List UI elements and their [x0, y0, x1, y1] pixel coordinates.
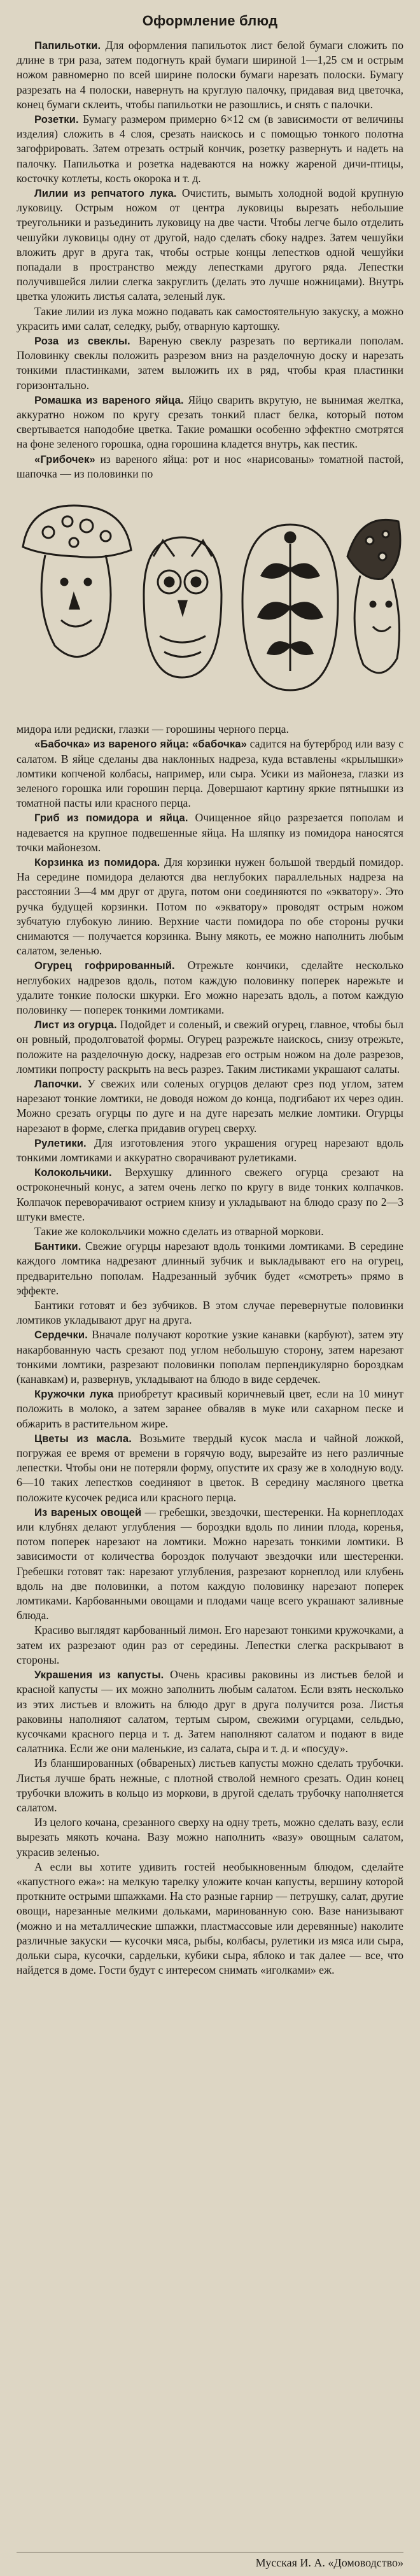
article-paragraph: [17, 1756, 403, 1815]
article-paragraph: [17, 1077, 403, 1136]
article-paragraph: [17, 1860, 403, 1978]
paragraph-heading: Сердечки.: [34, 1329, 88, 1341]
paragraph-text: Очистить, вымыть холодной водой крупную луковицу. Острым ножом от центра луковицы вырезать небольшие треугольники и разъединить луковицу на две части. Чтобы легче было отделить чешуйки луковицы одну от другой, надо сделать сбоку надрез. Затем чешуйки вложить друг в друга так, чтобы острые концы лепестков одной чешуйки попадали в пространство между лепестками другого ряда. Лепестки получившейся лилии слегка закруглить (делать это лучше ножницами). Внутрь цветка уложить листья салата, зеленый лук.: [17, 187, 403, 303]
article-paragraph: [17, 1431, 403, 1505]
article-paragraph: [17, 1505, 403, 1624]
paragraph-heading: Лист из огурца.: [34, 1019, 117, 1031]
article-paragraph: [17, 810, 403, 855]
paragraph-heading: Украшения из капусты.: [34, 1669, 164, 1681]
paragraph-heading: «Бабочка» из вареного яйца: «бабочка»: [34, 738, 247, 751]
paragraph-heading: Лапочки.: [34, 1077, 82, 1090]
paragraph-heading: Рулетики.: [34, 1136, 87, 1149]
article-title: Оформление блюд: [142, 13, 278, 29]
article-paragraph: [17, 1136, 403, 1165]
article-paragraph: [17, 1017, 403, 1077]
paragraph-text: Красиво выглядят карбованный лимон. Его нарезают тонкими кружочками, а затем их разрезают один раз от середины. Лепестки слегка раскрывают в стороны.: [17, 1624, 403, 1666]
paragraph-text: Из бланшированных (обвареных) листьев капусты можно сделать трубочки. Листья лучше брать нежные, с плотной стволой немного срезать. Один конец трубочки вложить в кольцо из моркови, в другой сделать трубочку наполняется салатом.: [17, 1757, 403, 1814]
paragraph-text: Для изготовления этого украшения огурец нарезают вдоль тонкими ломтиками и аккуратно сворачивают рулетиками.: [17, 1136, 403, 1164]
paragraph-heading: Из вареных овощей: [34, 1506, 142, 1518]
paragraph-text: Из целого кочана, срезанного сверху на одну треть, можно сделать вазу, если вырезать мякоть кочана. Вазу можно наполнить «вазу» овощным салатом, украсив зеленью.: [17, 1816, 403, 1858]
paragraph-text: Вначале получают короткие узкие канавки (карбуют), затем эту накарбованную часть срезают под углом небольшую сторону, затем нарезают тонкими ломтики, разрезают половинки пополам перпендикулярно бороздкам (канавкам) и, развернув, укладывают на блюдо в виде сердечек.: [17, 1328, 403, 1386]
paragraph-text: Бумагу размером примерно 6×12 см (в зависимости от величины изделия) сложить в 4 слоя, срезать наискось и с помощью тонкого полотна загофрировать. Затем отрезать острый кончик, розетку развернуть и надеть на палочку. Папильотка и розетка надеваются на ножку жареной дичи-птицы, косточку котлеты, кость окорока и т. д.: [17, 113, 404, 185]
article-signature: Мусская И. А. «Домоводство»: [17, 2552, 403, 2570]
paragraph-text: Очищенное яйцо разрезается пополам и надевается на крупное подвешенные яйца. На шляпку из помидора наносятся точки майонезом.: [17, 811, 403, 854]
article-paragraph: [17, 1239, 403, 1298]
garnish-illustration: [17, 486, 403, 716]
egg-owl-figure: [144, 537, 221, 677]
paragraph-heading: Папильотки.: [34, 39, 101, 52]
paragraph-text: Такие же колокольчики можно сделать из отварной моркови.: [34, 1225, 324, 1238]
article-paragraph: [17, 1387, 403, 1431]
paragraph-text: Яйцо сварить вкрутую, не вынимая желтка, аккуратно ножом по кругу срезать тонкий пласт белка, который потом свертывается наподобие цветка. Такие ромашки особенно эффектно смотрятся на фоне зеленого горошка, одна горошина кладется внутрь, как пестик.: [17, 393, 403, 451]
paragraph-text: — гребешки, звездочки, шестеренки. На корнеплодах или клубнях делают углубления — бороздки вдоль по линии плода, коренья, потом поперек нарезают на ломтики. Можно нарезать тонкими ломтики. В зависимости от количества бороздок получают звездочки или шестеренки. Гребешки готовят так: нарезают углубления, разрезают корнеплод или клубень вдоль на две половинки, а потом каждую половинку нарезают поперек ломтиками. Карбованными овощами и плодами чаще всего украшают заливные блюда.: [17, 1505, 404, 1622]
garnish-illustration-svg: [17, 486, 403, 716]
article-paragraph: [17, 1298, 403, 1327]
paragraph-heading: Роза из свеклы.: [34, 335, 130, 348]
paragraph-text: Для корзинки нужен большой твердый помидор. На середине помидора делаются два неглубоких параллельных надреза на расстоянии 3—4 мм друг от друга, потом они соединяются по «экватору». Это ручка будущей корзинки. Потом по «экватору» проводят острым ножом зубчатую глубокую линию. Верхние части помидора по обе стороны ручки снимаются — получается корзинка. Выну мякоть, ее можно наполнить любым салатом, зеленью.: [17, 855, 403, 958]
paragraph-heading: Цветы из масла.: [34, 1432, 132, 1445]
article-paragraph: [17, 452, 403, 481]
article-paragraph: [17, 1667, 403, 1756]
article-paragraph: [17, 38, 403, 112]
paragraph-text: Вареную свеклу разрезать по вертикали пополам. Половинку свеклы положить разрезом вниз на разделочную доску и нарезать тонкими пластинками, затем выложить их в ряд, чтобы края пластинки горизонтально.: [17, 334, 404, 392]
article-body: [17, 38, 403, 481]
paragraph-heading: Кружочки лука: [34, 1388, 114, 1401]
paragraph-text: Отрежьте кончики, сделайте несколько неглубоких надрезов вдоль, потом каждую половинку поперек нарежьте и удалите тонкие полоски шкурки. Его можно нарезать вдоль, а потом каждую половинку — поперек тонкими ломтиками.: [17, 959, 403, 1016]
paragraph-text: Подойдет и соленый, и свежий огурец, главное, чтобы был он ровный, продолговатой формы. Огурец разрежьте наискось, снизу отрежьте, положите на разделочную доску, надрезав его острым ножом на доле разрезов, ломтики попросту раскрыть на весь разрез. Таким листиками украшают салаты.: [17, 1018, 403, 1075]
article-paragraph: [17, 855, 403, 958]
article-paragraph: [17, 1327, 403, 1387]
paragraph-text: из вареного яйца: рот и нос «нарисованы» томатной пастой, шапочка — из половинки по: [17, 452, 403, 480]
paragraph-text: Верхушку длинного свежего огурца срезают на остроконечный конус, а затем очень легко по кругу в виде тонких колпачков. Колпачок переворачивают острием книзу и укладывают на блюдо сразу по 2—3 штуки вместе.: [17, 1166, 403, 1223]
article-body-continued: [17, 722, 403, 1978]
paragraph-heading: «Грибочек»: [34, 453, 95, 465]
article-paragraph: [17, 112, 403, 186]
article-paragraph: [17, 186, 403, 304]
paragraph-text: садится на бутерброд или вазу с салатом. В яйце сделаны два наклонных надреза, куда вставлены «крылышки» ломтики копченой колбасы, например, или сыра. Усики из майонеза, глазки из зеленого горошка или горошин перца. Довершают картину яркие пятнышки из томатной пасты или красного перца.: [17, 737, 404, 810]
article-paragraph: [17, 1623, 403, 1667]
paragraph-heading: Ромашка из вареного яйца.: [34, 393, 184, 406]
paragraph-heading: Розетки.: [34, 113, 79, 126]
paragraph-text: Возьмите твердый кусок масла и чайной ложкой, погружая ее время от времени в горячую воду, вырезайте из него различные лепестки. Чтобы они не потеряли форму, опустите их сразу же в холодную воду. 6—10 таких лепестков соединяют в цветок. В середину масляного цветка положите кусочек редиса или красного перца.: [17, 1431, 403, 1504]
paragraph-text: Бантики готовят и без зубчиков. В этом случае перевернутые половинки ломтиков укладывают друг на друга.: [17, 1299, 403, 1327]
article-paragraph: [17, 1165, 403, 1224]
paragraph-heading: Огурец гофрированный.: [34, 959, 175, 972]
paragraph-heading: Колокольчики.: [34, 1166, 112, 1179]
paragraph-text: Свежие огурцы нарезают вдоль тонкими ломтиками. В середине каждого ломтика надрезают длинный зубчик и выкладывают его на огурец, предварительно пополам. Надрезанный зубчик будет «смотреть» прямо в эффекте.: [17, 1240, 403, 1297]
paragraph-heading: Лилии из репчатого лука.: [34, 187, 177, 200]
paragraph-heading: Гриб из помидора и яйца.: [34, 812, 188, 824]
article-paragraph: [17, 722, 403, 737]
article-paragraph: [17, 1815, 403, 1860]
paragraph-text: мидора или редиски, глазки — горошины черного перца.: [17, 723, 289, 736]
paragraph-text: Очень красивы раковины из листьев белой и красной капусты — их можно заполнить любым салатом. Если взять несколько из этих листьев и вложить на блюдо друг в друга получится роза. Листья раковины наполняют салатом, тертым сыром, свежими огурцами, сельдью, кусочками красного перца и т. д. Затем наполняют салатом и подают в виде салатника. Если же они маленькие, из салата, сыра и т. д. и «посуду».: [17, 1668, 403, 1755]
paragraph-text: У свежих или соленых огурцов делают срез под углом, затем нарезают тонкие ломтики, не доводя ножом до конца, подгибают их через один. Можно срезать огурцы по дуге и на дуге нарезать мелкие ломтики. Огурцы нарезают в форме, слегка придавив огурец сверху.: [17, 1077, 403, 1135]
article-paragraph: [17, 393, 403, 452]
article-paragraph: [17, 737, 403, 810]
egg-mushroom-cap-figure: [347, 520, 400, 673]
article-paragraph: [17, 304, 403, 334]
paragraph-text: приобретут красивый коричневый цвет, если на 10 минут положить в молоко, а затем заранее обваляв в муке или сахарном песке и обжарить в растительном жире.: [17, 1387, 403, 1430]
paragraph-text: Такие лилии из лука можно подавать как самостоятельную закуску, а можно украсить ими салат, селедку, рыбу, отварную картошку.: [17, 304, 403, 332]
paragraph-heading: Бантики.: [34, 1240, 81, 1253]
article-paragraph: [17, 958, 403, 1017]
paragraph-text: А если вы хотите удивить гостей необыкновенным блюдом, сделайте «капустного ежа»: на мелкую тарелку уложите кочан капусты, вершину которой проткните острыми шпажками. На сто разные гарнир — петрушку, салат, другие овощи, нарезанные мелкими дольками, маринованную сою. Вазе нанизывают (можно и на металлические шпажки, пластмассовые или деревянные) наколите различные закуски — кусочки мяса, рыбы, колбасы, рулетики из мяса или сыра, дольки сыра, кусочки, сардельки, кубики сыра, яблоко и так далее — все, что найдется в доме. Гости будут с интересом снимать «иголками» еж.: [17, 1860, 403, 1977]
egg-mushroom-figure: [23, 506, 131, 657]
egg-ornament-figure: [242, 525, 338, 690]
article-paragraph: [17, 1224, 403, 1239]
article-paragraph: [17, 334, 403, 393]
paragraph-text: Для оформления папильоток лист белой бумаги сложить по длине в три раза, затем подогнуть край бумаги шириной 1—1,25 см и острым ножом равномерно по всей ширине полоски бумаги нарезать полоски. Бумагу разрезать на 4 полоски, навернуть на круглую палочку, придавая вид цветочка, конец бумаги склеить, чтобы папильотки не разошлись, и снять с палочки.: [17, 39, 403, 111]
paragraph-heading: Корзинка из помидора.: [34, 856, 160, 868]
